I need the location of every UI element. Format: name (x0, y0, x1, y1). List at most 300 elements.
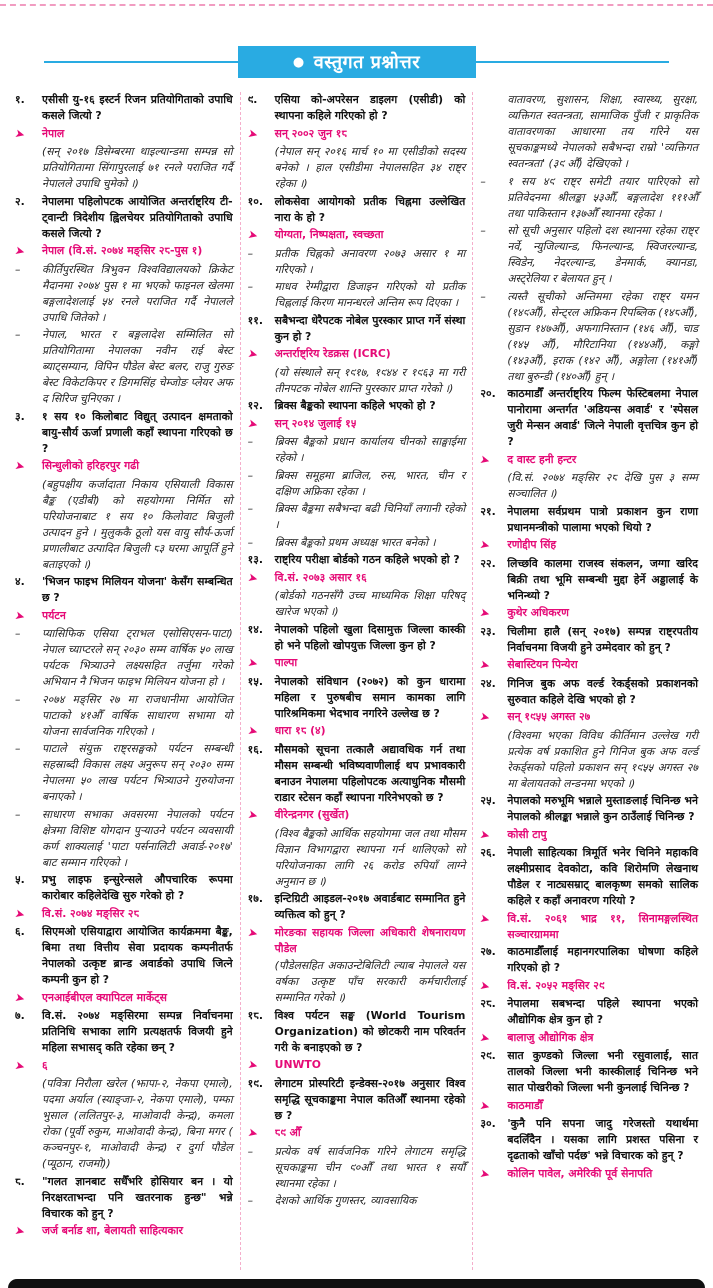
answer-text: एनआईबीएल क्यापिटल मार्केट्स (42, 990, 167, 1004)
indent-spacer (480, 470, 507, 502)
question (480, 996, 698, 1028)
explanation-note (480, 470, 698, 502)
question (15, 924, 233, 988)
answer (480, 827, 698, 844)
answer-arrow-glyph: ➤ (478, 1165, 492, 1182)
answer-arrow-glyph: ➤ (478, 708, 492, 726)
detail-bullet (248, 1193, 466, 1209)
answer-text: सिन्धुलीको हरिहरपुर गढी (42, 459, 140, 472)
answer (480, 1098, 698, 1115)
note-text: (पवित्रा निरौला खरेल (झापा-२, नेकपा एमाले), पदमा अर्याल (स्याङ्जा-२, नेकपा एमाले), पम्फा भुसाल (ललितपुर-३, माओवादी केन्द्र), कमला रोका (पूर्वी रुकुम, माओवादी केन्द्र), बिना मगर ( कञ्चनपुर-१, माओवादी केन्द्र) र दुर्गा पौडेल (प्यूठान, राजमो)) (42, 1077, 233, 1170)
answer-pen-nib-icon (248, 416, 275, 433)
question-text: नेपालमा सबभन्दा पहिले स्थापना भएको औद्योगिक क्षेत्र कुन हो ? (507, 997, 699, 1026)
answer-text: रणोद्दीप सिंह (507, 538, 557, 551)
answer (480, 709, 698, 726)
answer (480, 537, 698, 554)
question-number: २८. (480, 997, 496, 1010)
question-number: २९. (480, 1049, 496, 1062)
question-number: ४. (15, 575, 25, 588)
indent-spacer (480, 92, 507, 172)
detail-text: प्रत्येक वर्ष सार्वजनिक गरिने लेगाटम समृद्धि सूचकाङ्कमा चीन ९०औँ तथा भारत १ सयौँ स्थानमा रहेका । (274, 1144, 466, 1190)
question-number: २७. (480, 945, 496, 958)
answer-arrow-glyph: ➤ (246, 226, 260, 244)
dash-marker: – (247, 1144, 254, 1158)
detail-text: प्रतीक चिह्नको अनावरण २०७३ असार १ मा गरिएको । (274, 246, 466, 276)
answer-text: धारा १८ (४) (274, 724, 326, 737)
footer-bar (8, 1279, 705, 1288)
answer-pen-nib-icon (248, 807, 275, 824)
answer-text: वि.सं. २०७४ मङ्सिर २८ (42, 906, 140, 920)
question-text: सबैभन्दा धेरैपटक नोबेल पुरस्कार प्राप्त गर्ने संस्था कुन हो ? (274, 313, 466, 343)
top-dashed-divider (0, 4, 713, 6)
dash-marker: – (247, 468, 254, 482)
question (480, 1116, 698, 1164)
indent-spacer (248, 958, 275, 1006)
question (248, 674, 466, 722)
detail-bullet (248, 535, 466, 551)
question-number: २१. (480, 504, 496, 518)
answer (15, 243, 233, 260)
detail-text: २०७४ मङ्सिर २७ मा राजधानीमा आयोजित पाटाको ४१औँ वार्षिक साधारण सभामा यो योजना सार्वजनिक गरिएको । (42, 692, 233, 738)
answer-pen-nib-icon (15, 990, 42, 1007)
bullet-icon: ● (292, 54, 305, 70)
question-number: ११. (247, 313, 264, 327)
answer-text: कोलिन पावेल, अमेरिकी पूर्व सेनापति (507, 1166, 653, 1180)
dash-marker: – (247, 1194, 254, 1207)
note-text: (पौडेलसहित अकाउन्टेबिलिटी ल्याब नेपालले यस वर्षका उत्कृष्ट पाँच सरकारी कर्मचारीलाई सम्मानित गरेको ।) (274, 959, 466, 1004)
detail-bullet (248, 1144, 466, 1192)
question-number: १८. (247, 1008, 264, 1022)
answer-pen-nib-icon (480, 1166, 507, 1183)
answer-pen-nib-icon (480, 605, 507, 622)
answer-pen-nib-icon (480, 1030, 507, 1047)
question (248, 1008, 466, 1056)
question (480, 624, 698, 656)
question-text: नेपालको पहिलो खुला दिसामुक्त जिल्ला कास्की हो भने पहिलो खोपयुक्त जिल्ला कुन हो ? (274, 622, 466, 652)
indent-spacer (15, 477, 42, 573)
question-text: सिएमओ एसियाद्वारा आयोजित कार्यक्रममा बैङ्क, बिमा तथा वित्तीय सेवा प्रदायक कम्पनीतर्फ नेपालको उत्कृष्ट ब्रान्ड अवार्डको उपाधि जित्ने कम्पनी कुन हो ? (42, 925, 233, 986)
question-number: २३. (480, 624, 496, 638)
dash-marker: – (247, 502, 254, 515)
question-number: १०. (247, 194, 264, 208)
question-number: १२. (247, 399, 264, 412)
answer (480, 911, 698, 943)
answer-pen-nib-icon (15, 243, 42, 260)
answer-text: सन् २०१४ जुलाई १५ (274, 416, 357, 430)
question (15, 872, 233, 904)
question-number: २६. (480, 846, 496, 859)
question-text: चिलीमा हालै (सन् २०१७) सम्पन्न राष्ट्रपतीय निर्वाचनमा विजयी हुने उम्मेदवार को हुन् ? (507, 624, 699, 654)
answer-pen-nib-icon (480, 827, 507, 844)
answer-text: नेपाल (वि.सं. २०७४ मङ्सिर २८-पुस १) (42, 244, 203, 257)
dash-marker: – (480, 224, 486, 237)
question-text: लेगाटम प्रोस्परिटी इन्डेक्स-२०१७ अनुसार विश्व समृद्धि सूचकाङ्कमा नेपाल कतिऔँ स्थानमा रहेको छ ? (274, 1076, 466, 1122)
explanation-note (248, 588, 466, 620)
question-text: लोकसेवा आयोगको प्रतीक चिह्नमा उल्लेखित नारा के हो ? (274, 194, 466, 224)
answer-arrow-glyph: ➤ (478, 1097, 492, 1114)
question-text: लिच्छवि कालमा राजस्व संकलन, जग्गा खरिद बिक्री तथा भूमि सम्बन्धी मुद्दा हेर्ने अड्डालाई के भनिन्थ्यो ? (507, 556, 699, 602)
answer-text: कुथेर अधिकरण (507, 606, 569, 619)
answer (248, 655, 466, 672)
indent-spacer (248, 588, 275, 620)
question-number: १५. (247, 674, 264, 688)
answer (15, 608, 233, 625)
answer-pen-nib-icon (15, 906, 42, 923)
answer (15, 458, 233, 475)
answer-arrow-glyph: ➤ (478, 451, 492, 468)
dash-marker: – (480, 289, 486, 303)
question (248, 313, 466, 345)
answer (248, 1057, 466, 1074)
answer-pen-nib-icon (248, 655, 275, 672)
question-text: नेपालको संविधान (२०७२) को कुन धारामा महिला र पुरुषबीच समान कामका लागि पारिश्रमिकमा भेदभाव नगरिने उल्लेख छ ? (274, 674, 466, 720)
indent-spacer (248, 826, 275, 890)
answer (248, 1125, 466, 1142)
question-number: ८. (15, 1174, 25, 1188)
question (15, 92, 233, 124)
question-text: नेपालमा पहिलोपटक आयोजित अन्तर्राष्ट्रिय टी-ट्वान्टी त्रिदेशीय ह्विलचेयर प्रतियोगिताको उपाधि कसले जित्यो ? (42, 194, 233, 240)
question (15, 409, 233, 457)
explanation-note (15, 1076, 233, 1172)
answer-arrow-glyph: ➤ (478, 656, 492, 674)
detail-text: त्यस्तै सूचीको अन्तिममा रहेका राष्ट्र यमन (१४९औँ), सेन्ट्रल अफ्रिकन रिपब्लिक (१४८औँ), सुडान १४७औँ), अफगानिस्तान (१४६ औँ), चाड (१४५ औँ), मौरिटानिया (१४४औँ), कङ्गो (१४३औँ), इराक (१४२ औँ), अङ्गोला (१४१औँ) तथा बुरुन्डी (१४०औँ) हुन् । (507, 289, 699, 383)
answer-text: सन् १९५५ अगस्त २७ (507, 710, 591, 723)
detail-text: पाटाले संयुक्त राष्ट्रसङ्घको पर्यटन सम्बन्धी सहस्राब्दी विकास लक्ष्य अनुरूप सन् २०३० सम्म नेपालमा ५० लाख पर्यटन भित्र्याउने गुरुयोजना बनाएको । (42, 742, 233, 803)
answer-pen-nib-icon (248, 1125, 275, 1142)
answer-text: नेपाल (42, 126, 65, 140)
answer-arrow-glyph: ➤ (13, 1057, 27, 1074)
dash-marker: – (247, 435, 254, 448)
column-1 (8, 92, 240, 1270)
indent-spacer (480, 728, 507, 792)
answer-text: मोरङका सहायक जिल्ला अधिकारी शेषनारायण पौडेल (274, 925, 466, 955)
answer (248, 723, 466, 740)
question-number: ६. (15, 925, 25, 938)
answer-pen-nib-icon (15, 1223, 42, 1240)
detail-bullet (15, 262, 233, 326)
answer-arrow-glyph: ➤ (246, 654, 260, 672)
answer-pen-nib-icon (480, 537, 507, 554)
explanation-note (15, 144, 233, 192)
question-text: मौसमको सूचना तत्कालै अद्यावधिक गर्न तथा मौसम सम्बन्धी भविष्यवाणीलाई थप प्रभावकारी बनाउन नेपालमा पहिलोपटक अत्याधुनिक मौसमी राडार स्टेसन कहाँ स्थापना गरिनेभएको छ ? (274, 742, 466, 804)
detail-text: साधारण सभाका अवसरमा नेपालको पर्यटन क्षेत्रमा विशिष्ट योगदान पुर्‍याउने पर्यटन व्यवसायी कर्ण शाक्यलाई 'पाटा पर्सनालिटी अवार्ड-२०१७' बाट सम्मान गरिएको । (42, 807, 233, 869)
dash-marker: – (15, 807, 21, 821)
continued-text (480, 92, 698, 172)
answer-pen-nib-icon (248, 126, 275, 143)
answer (480, 1166, 698, 1183)
question (248, 194, 466, 226)
explanation-note (248, 826, 466, 890)
question-number: २४. (480, 676, 496, 690)
detail-bullet (480, 174, 698, 222)
note-text: (विश्व बैङ्कको आर्थिक सहयोगमा जल तथा मौसम विज्ञान विभागद्वारा स्थापना गर्न थालिएको सो परियोजनाका लागि २६ करोड रुपियाँ लाग्ने अनुमान छ ।) (274, 826, 466, 888)
question-number: १९. (247, 1076, 264, 1090)
detail-text: सो सूची अनुसार पहिलो दश स्थानमा रहेका राष्ट्र नर्वे, न्युजिल्यान्ड, फिनल्यान्ड, स्विजरल्यान्ड, स्विडेन, नेदरल्यान्ड, डेनमार्क, क्यानडा, अस्ट्रेलिया र बेलायत हुन् । (507, 224, 699, 285)
detail-text: ब्रिक्स बैङ्कको प्रथम अध्यक्ष भारत बनेको । (274, 535, 436, 549)
answer (248, 925, 466, 957)
answer-arrow-glyph: ➤ (246, 806, 260, 824)
answer (15, 1058, 233, 1075)
note-text: (बहुपक्षीय कर्जादाता निकाय एसियाली विकास बैङ्क (एडीबी) को सहयोगमा निर्मित सो परियोजनाबाट १ सय १० किलोवाट बिजुली उत्पादन हुने । मुलुककै ठूलो यस वायु सौर्य-ऊर्जा प्रणालीबाट उत्पादित बिजुली ८३ घरमा आपूर्ति हुने बताइएको ।) (42, 477, 233, 571)
answer-text: जर्ज बर्नाड शा, बेलायती साहित्यकार (42, 1224, 184, 1237)
answer-arrow-glyph: ➤ (246, 1124, 260, 1142)
dash-marker: – (15, 328, 21, 341)
answer-pen-nib-icon (248, 570, 275, 587)
answer (15, 126, 233, 143)
detail-text: देशको आर्थिक गुणस्तर, व्यावसायिक (274, 1194, 417, 1207)
question-text: काठमाडौँलाई महानगरपालिका घोषणा कहिले गरिएको हो ? (507, 945, 699, 974)
detail-bullet (480, 289, 698, 385)
note-text: (यो संस्थाले सन् १९१७, १९४४ र १९६३ मा गरी तीनपटक नोबेल शान्ति पुरस्कार प्राप्त गरेको ।) (274, 365, 466, 395)
answer-text: योग्यता, निष्पक्षता, स्वच्छता (274, 228, 384, 241)
question-text: एसिया को-अपरेसन डाइलग (एसीडी) को स्थापना कहिले गरिएको हो ? (274, 93, 466, 122)
question-number: ७. (15, 1009, 25, 1022)
note-text: (वि.सं. २०७४ मङ्सिर २८ देखि पुस ३ सम्म सञ्चालित ।) (507, 471, 699, 500)
explanation-note (248, 365, 466, 397)
answer-pen-nib-icon (480, 911, 507, 943)
answer-arrow-glyph: ➤ (246, 415, 260, 432)
answer-arrow-glyph: ➤ (478, 536, 492, 554)
columns (0, 80, 713, 1270)
question-number: २२. (480, 556, 496, 570)
dash-marker: – (247, 246, 254, 260)
question-text: इन्टिग्रिटी आइडल-२०१७ अवार्डबाट सम्मानित हुने व्यक्तित्व को हुन् ? (274, 892, 466, 921)
answer-arrow-glyph: ➤ (13, 1222, 27, 1240)
question-text: वि.सं. २०७४ मङ्सिरमा सम्पन्न निर्वाचनमा प्रतिनिधि सभाका लागि प्रत्यक्षतर्फ विजयी हुने महिला सभासद् कति रहेका छन् ? (42, 1009, 233, 1054)
question-number: १३. (247, 553, 264, 566)
question-text: "गलत ज्ञानबाट सधैँभरि होसियार बन । यो निरक्षरताभन्दा पनि खतरनाक हुन्छ" भन्ने विचारक को हुन् ? (42, 1174, 233, 1220)
question (248, 622, 466, 654)
answer-text: ६ (42, 1058, 48, 1072)
detail-bullet (15, 741, 233, 805)
answer-arrow-glyph: ➤ (13, 607, 27, 624)
question (480, 793, 698, 825)
answer-text: बालाजु औद्योगिक क्षेत्र (507, 1030, 594, 1044)
question-number: २. (15, 194, 25, 208)
answer-text: काठमाडौँ (507, 1098, 543, 1112)
detail-text: ब्रिक्स बैङ्कको प्रधान कार्यालय चीनको साङ्घाईमा रहेको । (274, 435, 466, 464)
detail-bullet (248, 468, 466, 500)
question-text: राष्ट्रिय परीक्षा बोर्डको गठन कहिले भएको हो ? (274, 553, 460, 566)
question (248, 92, 466, 124)
question-text: 'भिजन फाइभ मिलियन योजना' केसँग सम्बन्धित छ ? (42, 575, 233, 604)
question (248, 891, 466, 923)
answer-pen-nib-icon (248, 925, 275, 957)
note-text: (नेपाल सन् २०१६ मार्च १० मा एसीडीको सदस्य बनेको । हाल एसीडीमा नेपालसहित ३४ राष्ट्र रहेका ।) (274, 145, 466, 190)
question-text: 'कुनै पनि सपना जादु गरेजस्तो यथार्थमा बदलिँदैन । यसका लागि प्रशस्त पसिना र दृढताको खाँचो पर्दछ' भन्ने विचारक को हुन् ? (507, 1117, 699, 1162)
detail-text: ब्रिक्स बैङ्कमा सबैभन्दा बढी चिनियाँ लगानी रहेको । (274, 502, 466, 531)
answer (480, 657, 698, 674)
question-text: १ सय १० किलोबाट विद्युत् उत्पादन क्षमताको बायु-सौर्य ऊर्जा प्रणाली कहाँ स्थापना गरिएको छ ? (42, 409, 233, 455)
question-number: ९. (247, 93, 258, 106)
question (480, 944, 698, 976)
answer-arrow-glyph: ➤ (246, 924, 260, 941)
answer-pen-nib-icon (480, 978, 507, 995)
answer (480, 452, 698, 469)
answer-arrow-glyph: ➤ (13, 242, 27, 260)
question-number: ५. (15, 873, 25, 886)
answer (248, 570, 466, 587)
question (15, 194, 233, 242)
indent-spacer (248, 144, 275, 192)
question (15, 574, 233, 606)
detail-bullet (248, 279, 466, 311)
explanation-note (15, 477, 233, 573)
answer-arrow-glyph: ➤ (13, 125, 27, 142)
detail-bullet (248, 501, 466, 533)
question-number: १४. (247, 622, 264, 636)
section-title-banner (238, 46, 476, 78)
answer-pen-nib-icon (15, 458, 42, 475)
answer (248, 416, 466, 433)
indent-spacer (15, 1076, 42, 1172)
answer (248, 126, 466, 143)
answer-text: वि.सं. २०५२ मङ्सिर २९ (507, 978, 605, 992)
question-number: १७. (247, 892, 264, 905)
answer-arrow-glyph: ➤ (478, 910, 492, 927)
answer (480, 1030, 698, 1047)
answer-arrow-glyph: ➤ (13, 457, 27, 475)
answer-arrow-glyph: ➤ (246, 1056, 260, 1074)
answer-text: वीरेन्द्रनगर (सुर्खेत) (274, 808, 350, 821)
dash-marker: – (480, 174, 486, 188)
answer-pen-nib-icon (248, 227, 275, 244)
column-3 (472, 92, 705, 1270)
detail-text: १ सय ४९ राष्ट्र समेटी तयार पारिएको सो प्रतिवेदनमा श्रीलङ्का ५३औँ, बङ्गलादेश १११औँ तथा पाकिस्तान १३७औँ स्थानमा रहेका । (507, 174, 699, 220)
detail-bullet (480, 223, 698, 287)
answer-pen-nib-icon (248, 723, 275, 740)
answer-text: पाल्पा (274, 656, 298, 669)
column-2 (240, 92, 473, 1270)
answer (248, 346, 466, 363)
continued-detail-text: वातावरण, सुशासन, शिक्षा, स्वास्थ्य, सुरक्षा, व्यक्तिगत स्वतन्त्रता, सामाजिक पुँजी र प्राकृतिक वातावरणका आधारमा तय गरिने यस सूचकाङ्कमध्ये नेपालको सबैभन्दा राम्रो 'व्यक्तिगत स्वतन्त्रता' (३९ औँ) देखिएको । (507, 93, 699, 170)
detail-bullet (15, 327, 233, 407)
question (15, 1008, 233, 1056)
answer-pen-nib-icon (15, 126, 42, 143)
answer-text: सेबास्टियन पिन्येरा (507, 658, 578, 671)
answer-text: पर्यटन (42, 608, 66, 622)
dash-marker: – (15, 742, 21, 755)
question-text: काठमाडौँ अन्तर्राष्ट्रिय फिल्म फेस्टिबलमा नेपाल पानोरामा अन्तर्गत 'अडियन्स अवार्ड' र 'स्पेसल जुरी मेन्सन अवार्ड' जित्ने नेपाली वृत्तचित्र कुन हो ? (507, 387, 699, 448)
answer-text: अन्तर्राष्ट्रिय रेडक्रस (ICRC) (274, 347, 391, 360)
question (480, 676, 698, 708)
answer-pen-nib-icon (15, 1058, 42, 1075)
answer-text: ८९ औँ (274, 1126, 301, 1139)
answer (248, 227, 466, 244)
question (480, 1048, 698, 1096)
answer (15, 990, 233, 1007)
answer-pen-nib-icon (248, 346, 275, 363)
question-number: ३. (15, 409, 25, 423)
question-number: २०. (480, 387, 496, 400)
answer-text: कोसी टापु (507, 827, 547, 841)
answer (480, 605, 698, 622)
detail-text: नेपाल, भारत र बङ्गलादेश सम्मिलित सो प्रतियोगितामा नेपालका नवीन राई बेस्ट ब्याट्सम्यान, विपिन पौडेल बेस्ट बलर, राजु गुरुङ बेस्ट विकेटकिपर र डिगमसिंह चेम्जोङ प्लेयर अफ द सिरिज चुनिएका । (42, 328, 233, 405)
question (480, 386, 698, 450)
answer-text: सन् २००२ जुन १८ (274, 126, 347, 140)
answer (15, 906, 233, 923)
answer (248, 807, 466, 824)
question (248, 398, 466, 414)
question-text: प्रभु लाइफ इन्सुरेन्सले औपचारिक रूपमा कारोबार कहिलेदेखि सुरु गरेको हो ? (42, 873, 233, 902)
answer-arrow-glyph: ➤ (246, 345, 260, 363)
detail-text: कीर्तिपुरस्थित त्रिभुवन विश्वविद्यालयको क्रिकेट मैदानमा २०७४ पुस १ मा भएको फाइनल खेलमा बङ्गलादेशलाई ५४ रनले पराजित गर्दै नेपालले उपाधि जितेको । (42, 262, 233, 324)
answer-text: वि.सं. २०६१ भाद्र ११, सिनामङ्गलस्थित सञ्चारग्राममा (507, 911, 699, 941)
question-text: विश्व पर्यटन सङ्घ (World Tourism Organization) को छोटकरी नाम परिवर्तन गरी के बनाइएको छ ? (274, 1008, 466, 1054)
answer-pen-nib-icon (480, 452, 507, 469)
indent-spacer (248, 365, 275, 397)
detail-text: ब्रिक्स समूहमा ब्राजिल, रुस, भारत, चीन र दक्षिण अफ्रिका रहेका । (274, 468, 466, 498)
detail-bullet (15, 692, 233, 740)
explanation-note (248, 958, 466, 1006)
answer-pen-nib-icon (15, 608, 42, 625)
question-number: १. (15, 93, 25, 106)
detail-bullet (248, 434, 466, 466)
explanation-note (480, 728, 698, 792)
answer-arrow-glyph: ➤ (246, 569, 260, 586)
detail-bullet (248, 246, 466, 278)
question (480, 556, 698, 604)
answer-arrow-glyph: ➤ (478, 1029, 492, 1046)
question-text: सात कुण्डको जिल्ला भनी रसुवालाई, सात तालको जिल्ला भनी कास्कीलाई चिनिन्छ भने सात पोखरीको जिल्ला भनी कुनलाई चिनिन्छ ? (507, 1049, 699, 1094)
answer-pen-nib-icon (480, 657, 507, 674)
section-title: वस्तुगत प्रश्नोत्तर (313, 52, 421, 73)
answer-arrow-glyph: ➤ (478, 977, 492, 994)
detail-text: माधव रेग्मीद्वारा डिजाइन गरिएको यो प्रतीक चिह्नलाई किरण मानन्धरले अन्तिम रूप दिएका । (274, 280, 466, 309)
question-text: नेपाली साहित्यका त्रिमूर्ति भनेर चिनिने महाकवि लक्ष्मीप्रसाद देवकोटा, कवि शिरोमणि लेखनाथ पौडेल र नाट्यसम्राट् बालकृष्ण समको सालिक कहिले र कहाँ अनावरण गरियो ? (507, 846, 699, 907)
dash-marker: – (15, 262, 21, 276)
dash-marker: – (247, 280, 254, 293)
question-text: नेपालको मरुभूमि भन्नाले मुस्ताङलाई चिनिन्छ भने नेपालको श्रीलङ्का भन्नाले कुन ठाउँलाई चिनिन्छ ? (507, 794, 699, 823)
answer-pen-nib-icon (480, 709, 507, 726)
answer-pen-nib-icon (248, 1057, 275, 1074)
answer-arrow-glyph: ➤ (246, 125, 260, 142)
answer (480, 978, 698, 995)
dash-marker: – (15, 627, 21, 640)
explanation-note (248, 144, 466, 192)
answer-arrow-glyph: ➤ (478, 604, 492, 622)
answer (15, 1223, 233, 1240)
answer-text: UNWTO (274, 1058, 321, 1071)
indent-spacer (15, 144, 42, 192)
question-text: ब्रिक्स बैङ्कको स्थापना कहिले भएको हो ? (274, 399, 436, 412)
question (248, 552, 466, 568)
note-text: (बोर्डको गठनसँगै उच्च माध्यमिक शिक्षा परिषद् खारेज भएको ।) (274, 589, 466, 618)
detail-bullet (15, 807, 233, 871)
question-number: २५. (480, 794, 496, 807)
note-text: (सन् २०१७ डिसेम्बरमा थाइल्यान्डमा सम्पन्न सो प्रतियोगितामा सिंगापुरलाई ७१ रनले पराजित गर्दै नेपालले उपाधि चुमेको ।) (42, 145, 233, 190)
question (248, 1076, 466, 1124)
answer-arrow-glyph: ➤ (13, 905, 27, 922)
answer-arrow-glyph: ➤ (478, 826, 492, 843)
detail-text: प्यासिफिक एसिया ट्राभल एसोसिएसन-पाटा) नेपाल च्याप्टरले सन् २०३० सम्म वार्षिक ५० लाख पर्यटक भित्र्याउने लक्ष्यसहित तर्जुमा गरेको अभियान नै भिजन फाइभ मिलियन योजना हो । (42, 627, 233, 688)
answer-text: वि.सं. २०७३ असार १६ (274, 570, 367, 584)
question-number: १६. (247, 742, 264, 756)
question-number: ३०. (480, 1117, 496, 1130)
question (480, 845, 698, 909)
question-text: गिनिज बुक अफ वर्ल्ड रेकर्ड्सको प्रकाशनको सुरुवात कहिले देखि भएको हो ? (507, 676, 699, 706)
question-text: एसीसी यु-१६ इस्टर्न रिजन प्रतियोगिताको उपाधि कसले जित्यो ? (42, 93, 233, 122)
answer-text: द वास्ट हनी हन्टर (507, 452, 577, 466)
detail-bullet (15, 626, 233, 690)
answer-arrow-glyph: ➤ (246, 722, 260, 740)
dash-marker: – (247, 535, 254, 549)
question (480, 504, 698, 536)
answer-pen-nib-icon (480, 1098, 507, 1115)
question-text: नेपालमा सर्वप्रथम पात्रो प्रकाशन कुन राणा प्रधानमन्त्रीको पालामा भएको थियो ? (507, 504, 699, 534)
answer-arrow-glyph: ➤ (13, 989, 27, 1006)
question (15, 1174, 233, 1222)
